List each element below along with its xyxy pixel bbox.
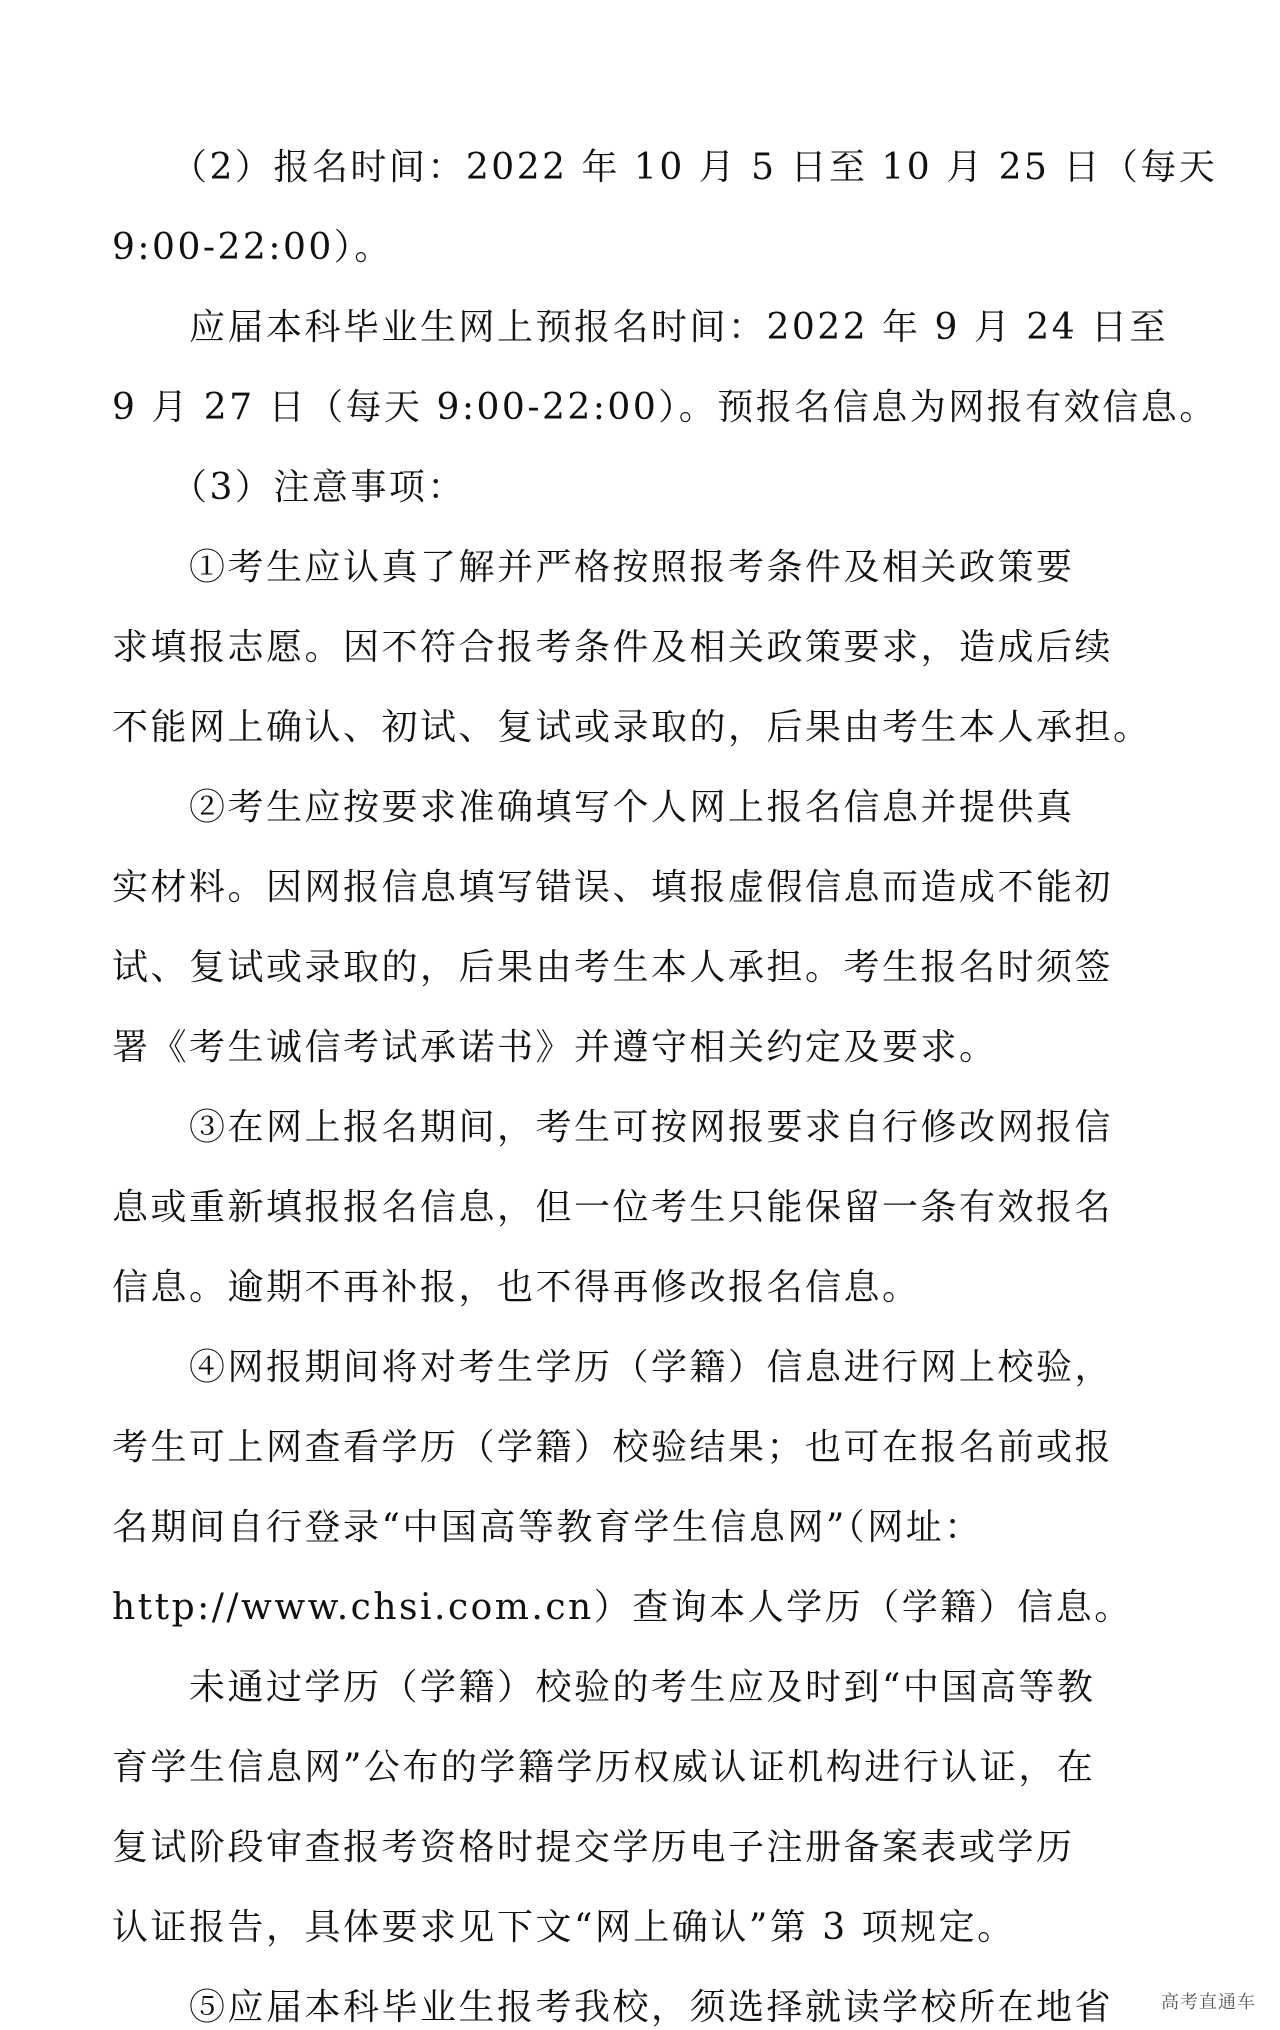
text-line: 9 月 27 日（每天 9:00-22:00）。预报名信息为网报有效信息。	[112, 387, 1218, 428]
text-line: 名期间自行登录“中国高等教育学生信息网”（网址：	[112, 1507, 983, 1548]
text-line: 育学生信息网”公布的学籍学历权威认证机构进行认证，在	[112, 1747, 1096, 1788]
text-line: （2）报名时间：2022 年 10 月 5 日至 10 月 25 日（每天	[112, 147, 1218, 188]
text-line: ①考生应认真了解并严格按照报考条件及相关政策要	[112, 547, 1075, 588]
text-line: 应届本科毕业生网上预报名时间：2022 年 9 月 24 日至	[112, 307, 1169, 348]
watermark: 高考直通车	[1161, 1992, 1256, 2013]
text-line: （3）注意事项：	[112, 467, 466, 508]
text-line: 息或重新填报报名信息，但一位考生只能保留一条有效报名	[112, 1187, 1114, 1228]
text-line: 考生可上网查看学历（学籍）校验结果；也可在报名前或报	[112, 1427, 1114, 1468]
text-line: 试、复试或录取的，后果由考生本人承担。考生报名时须签	[112, 947, 1114, 988]
text-line: 未通过学历（学籍）校验的考生应及时到“中国高等教	[112, 1667, 1096, 1708]
url-line: http://www.chsi.com.cn）查询本人学历（学籍）信息。	[112, 1587, 1133, 1628]
text-line: 实材料。因网报信息填写错误、填报虚假信息而造成不能初	[112, 867, 1114, 908]
text-line: ④网报期间将对考生学历（学籍）信息进行网上校验，	[112, 1347, 1114, 1388]
text-line: 署《考生诚信考试承诺书》并遵守相关约定及要求。	[112, 1027, 998, 1068]
text-line: ②考生应按要求准确填写个人网上报名信息并提供真	[112, 787, 1075, 828]
text-line: 求填报志愿。因不符合报考条件及相关政策要求，造成后续	[112, 627, 1114, 668]
text-line: 9:00-22:00）。	[112, 227, 393, 268]
text-line: 信息。逾期不再补报，也不得再修改报名信息。	[112, 1267, 921, 1308]
text-line: 不能网上确认、初试、复试或录取的，后果由考生本人承担。	[112, 707, 1152, 748]
text-line: 认证报告，具体要求见下文“网上确认”第 3 项规定。	[112, 1907, 1016, 1948]
text-line: ③在网上报名期间，考生可按网报要求自行修改网报信	[112, 1107, 1114, 1148]
text-line: 复试阶段审查报考资格时提交学历电子注册备案表或学历	[112, 1827, 1075, 1868]
text-line: ⑤应届本科毕业生报考我校，须选择就读学校所在地省	[112, 1987, 1114, 2028]
